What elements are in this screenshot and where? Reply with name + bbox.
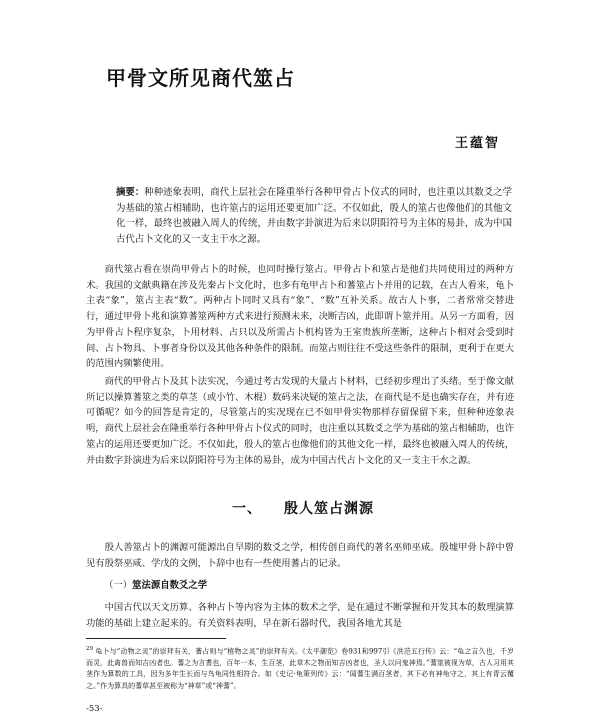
article-title: 甲骨文所见商代筮占	[106, 66, 295, 90]
body-paragraph-4: 中国古代以天文历算、各种占卜等内容为主体的数术之学，是在通过不断掌握和开发其本的数理演算功能的基础上建立起来的。有关资料表明，早在新石器时代，我国各地尤其是	[86, 602, 514, 629]
section-title: 殷人筮占渊源	[284, 501, 374, 517]
section-number: 一、	[232, 501, 262, 517]
footnote-divider	[86, 638, 226, 639]
subsection-heading	[104, 577, 207, 591]
abstract-label: 摘要：	[116, 187, 145, 198]
footnote-marker: 29	[86, 646, 93, 652]
body-paragraph-2: 商代的甲骨占卜及其卜法实况，今通过考古发现的大量占卜材料，已经初步理出了头绪。至于像文献所记以操算蓍筮之类的草茎（或小竹、木棍）数码来决疑的筮占之法，在商代是不是也确实存在，并有迹可循呢？如今的回答是肯定的，尽管筮占的实况现在已不如甲骨实物那样存留保留下来，但种种迹象表明，商代上层社会在隆重举行各种甲骨占卜仪式的同时，也注重以其数爻之学为基础的筮占相辅助，也许筮占的运用还要更加广泛。不仅如此，殷人的筮占也像他们的其他文化一样，最终也被融入周人的传统，并由数字卦演进为后来以阴阳符号为主体的易卦，成为中国古代占卜文化的又一支主干水之源。	[86, 376, 514, 466]
body-paragraph-3: 殷人善筮占卜的渊源可能源出自早期的数爻之学，相传创自商代的著名巫师巫咸。殷墟甲骨卜辞中曾见有殷祭巫咸、学戊的文例，卜辞中也有一些使用蓍占的记录。	[86, 542, 514, 569]
page-number: -53-	[86, 704, 103, 714]
abstract	[116, 185, 512, 247]
body-paragraph-1: 商代筮占看在崇尚甲骨占卜的时候，也同时操行筮占。甲骨占卜和筮占是他们共同使用过的两种方术。我国的文献典籍在涉及先秦占卜文化时，也多有龟甲占卜和蓍筮占卜并用的记载，在古人看来，龟卜主表“象”，筮占主表“数”。两种占卜同时又具有“象”、“数”互补关系。故古人卜事，二者常常交替进行，通过甲骨卜兆和演算蓍筮两种方式来进行预测未来，决断吉凶，此即谓卜筮并用。从另一方面看，因为甲骨占卜程序复杂，卜用材料、占只以及所需占卜机构皆为王室贵族所垄断，这种占卜相对会受到时间、占卜物具、卜事者身份以及其他各种条件的限制。而筮占则往往不受这些条件的限制，更利于在更大的范围内频繁使用。	[86, 264, 514, 370]
subsection-number: （一）	[104, 580, 133, 591]
abstract-text: 种种迹象表明，商代上层社会在隆重举行各种甲骨占卜仪式的同时，也注重以其数爻之学为基础的筮占相辅助，也许筮占的运用还要更加广泛。不仅如此，殷人的筮占也像他们的其他文化一样，最终也被融入周人的传统，并由数字卦演进为后来以阴阳符号为主体的易卦，成为中国古代占卜文化的又一支主干水之源。	[116, 187, 512, 245]
author-name: 王蕴智	[455, 136, 501, 151]
section-heading	[232, 498, 374, 518]
footnote	[86, 644, 514, 692]
footnote-text: 龟卜与“动物之灵”的崇拜有关，蓍占则与“植物之灵”的崇拜有关。《太平御览》卷931和997引《洪范五行传》云：“龟之言久也，千岁而灵，此禽兽而知吉凶者也。蓍之为言耆也，百年一本，生百茎，此草木之物而知吉凶者也，圣人以问鬼神焉。”蓍筮被视为草，古人习用其茎作为算数的工具，因为多年生长而与鸟龟同性相符合。如《史记·龟策列传》云：“闻蓍生满百茎者，其下必有神龟守之，其上有青云覆之。”作为算具的蓍草甚至被称为“神草”或“神蓍”。	[86, 647, 514, 690]
subsection-title: 筮法源自数爻之学	[132, 580, 208, 591]
